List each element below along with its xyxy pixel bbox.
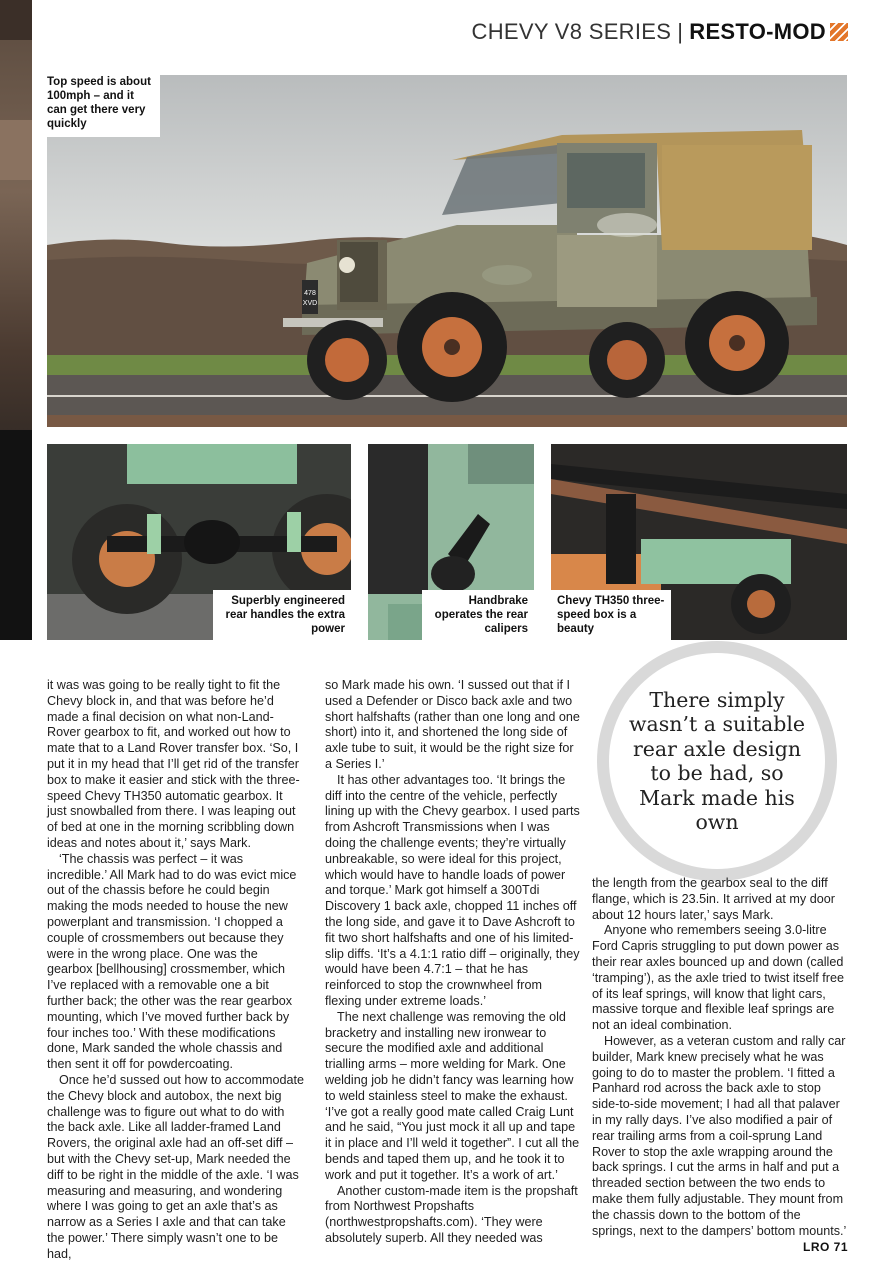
number-plate-line: XVD (302, 300, 318, 307)
rear-axle-caption: Superbly engineered rear handles the extra power (213, 590, 351, 640)
paragraph: the length from the gearbox seal to the diff flange, which is 23.5in. It arrived at my door about 12 hours later,’ says Mark. (592, 876, 835, 922)
land-rover-illustration (47, 75, 847, 427)
gearbox-caption: Chevy TH350 three-speed box is a beauty (551, 590, 671, 640)
main-photo (47, 75, 847, 427)
paragraph: it was was going to be really tight to fit the Chevy block in, and that was before he’d made a final decision on what non-Land-Rover gearbox to fit, and worked out how to mate that to a Land Rover transfer box. ‘So, I put it in my head that I’ll get rid of the transfer box to make it easier and stick with the three-speed Chevy TH350 automatic gearbox. It just snowballed from there. I was leaping out of bed at one in the morning scribbling down ideas and notes about it,’ says Mark. (47, 678, 300, 850)
paragraph: The next challenge was removing the old bracketry and installing new ironwear to secure the modified axle and additional trialling arms – more welding for Mark. One welding job he didn’t fancy was learning how to weld stainless steel to make the exhaust. ‘I’ve got a really good mate called Craig Lunt and he said, “You just mock it all up and tape it in place and I’ll weld it together”. I cut all the bends and taped them up, and he took it to work and put it together. It’s a work of art.’ (325, 1009, 580, 1182)
main-photo-caption: Top speed is about 100mph – and it can get there very quickly (47, 75, 160, 137)
page-number: LRO 71 (802, 1240, 848, 1254)
paragraph: so Mark made his own. ‘I sussed out that if I used a Defender or Disco back axle and two short halfshafts (rather than one long and one short) into it, and shortened the long side of axle tube to suit, it would be the right size for a Series I.’ (325, 678, 580, 771)
paragraph: Another custom-made item is the propshaft from Northwest Propshafts (northwestpropshafts.com). ‘They were absolutely superb. All they needed was (325, 1183, 578, 1245)
article-column-3 (592, 876, 847, 1239)
article-column-1 (47, 678, 305, 1262)
rear-axle-photo (47, 444, 351, 640)
paragraph: Once he’d sussed out how to accommodate the Chevy block and autobox, the next big challenge was to figure out what to do with the back axle. Like all ladder-framed Land Rovers, the original axle had an off-set diff – but with the Chevy set-up, Mark needed the diff to be right in the middle of the axle. ‘I was measuring and measuring, and wondering where I was going to get an axle that’s as narrow as a Series I axle and that can take the power.’ There simply wasn’t one to be had, (47, 1072, 305, 1261)
page-edge-strip (0, 0, 32, 640)
handbrake-caption: Handbrake operates the rear calipers (422, 590, 534, 640)
pull-quote-circle (597, 641, 837, 881)
paragraph: ‘The chassis was perfect – it was incredible.’ All Mark had to do was evict mice out of the chassis before he could begin making the mods needed to house the new powerplant and transmission. ‘I chopped a couple of crossmembers out because they were in the wrong place. One was the gearbox [bellhousing] crossmember, which I’ve replaced with a removable one a bit further back; the other was the rear gearbox mounting, which I’ve moved further back by four inches too.’ With these modifications done, Mark sanded the whole chassis and then sent it off for powdercoating. (47, 851, 297, 1072)
number-plate-line: 478 (304, 290, 316, 297)
pull-quote: There simply wasn’t a suitable rear axle design to be had, so Mark made his own (628, 687, 806, 834)
section-title: RESTO-MOD (689, 19, 826, 44)
paragraph: However, as a veteran custom and rally car builder, Mark knew precisely what he was going to do to master the problem. ‘I fitted a Panhard rod across the back axle to stop side-to-side movement; I had all that palaver in my rally days. I’ve also modified a pair of rear trailing arms from a coil-sprung Land Rover to stop the axle wrapping around the back springs. I cut the arms in half and put a threaded section between the two ends to make them fully adjustable. They mount from the chassis down to the bottom of the springs, next to the dampers’ bottom mounts.’ (592, 1033, 847, 1238)
series-title: CHEVY V8 SERIES (471, 19, 672, 44)
paragraph: It has other advantages too. ‘It brings the diff into the centre of the vehicle, perfectly lining up with the Chevy gearbox. I used parts from Ashcroft Transmissions when I was doing the challenge events; they’re virtually unbreakable, so were ideal for this project, which would have to handle loads of power and torque.’ Mark got himself a 300Tdi Discovery 1 back axle, chopped 11 inches off the long side, and gave it to Dave Ashcroft to fit two short halfshafts and one of his limited-slip diffs. ‘It’s a 4.1:1 ratio diff – originally, they would have been 4.7:1 – that he has reinforced to stop the crownwheel from flexing under extreme loads.’ (325, 772, 580, 1008)
section-header (472, 18, 849, 46)
article-column-2 (325, 678, 580, 1247)
gearbox-photo (551, 444, 847, 640)
handbrake-photo (368, 444, 534, 640)
header-separator: | (677, 19, 684, 44)
paragraph: Anyone who remembers seeing 3.0-litre Ford Capris struggling to put down power as their rear axles bounced up and down (called ‘tramping’), as the axle tried to twist itself free of its leaf springs, will know that light cars, massive torque and flexible leaf springs are not an ideal combination. (592, 923, 844, 1033)
stripe-badge-icon (830, 23, 848, 41)
